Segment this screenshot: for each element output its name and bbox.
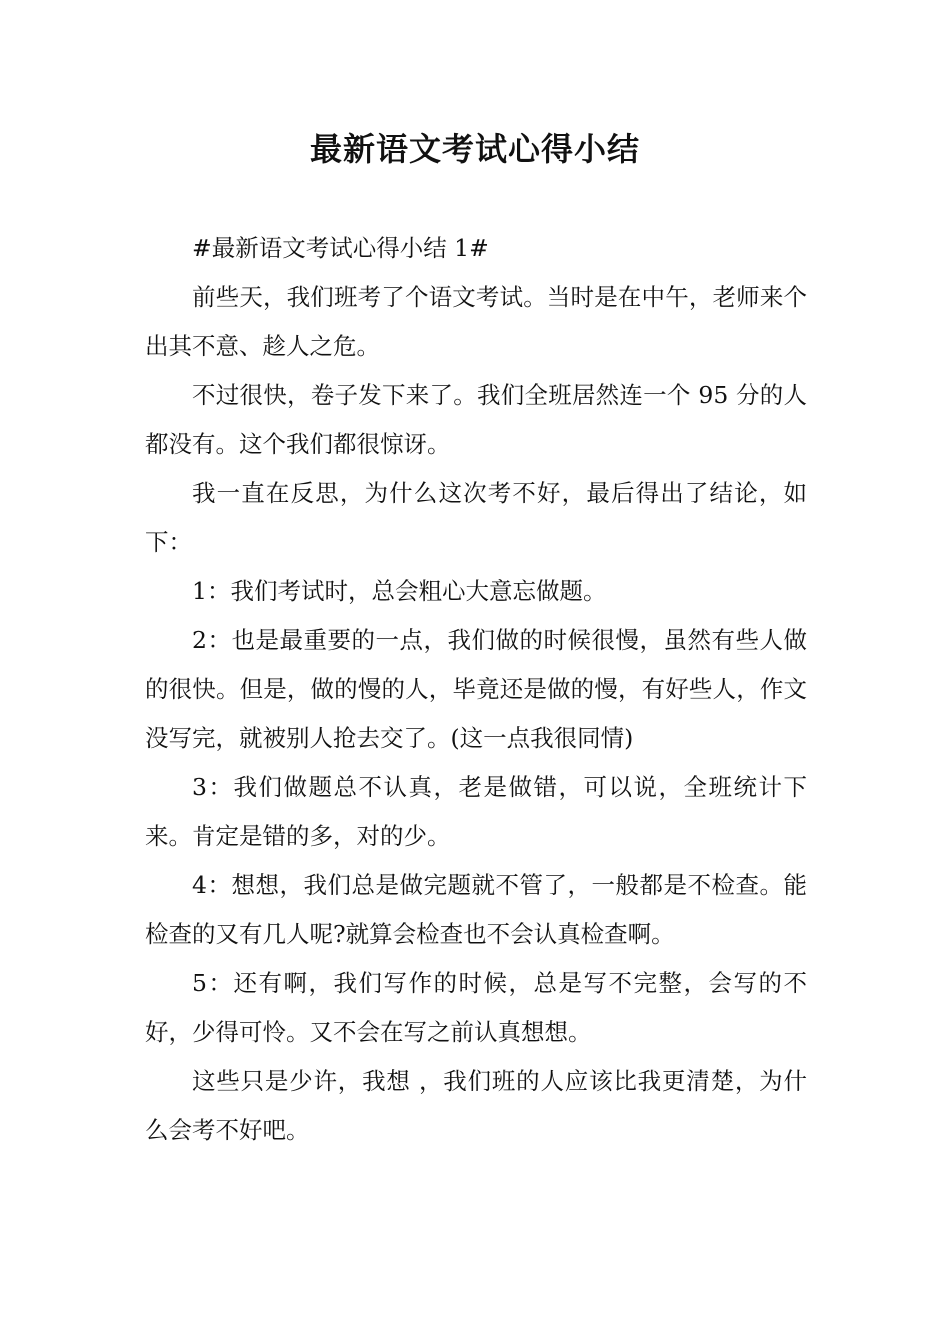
list-item: 4：想想，我们总是做完题就不管了，一般都是不检查。能检查的又有几人呢?就算会检查也不会认真检查啊。 <box>145 871 807 948</box>
document-title: 最新语文考试心得小结 <box>309 130 640 168</box>
paragraph-heading: #最新语文考试心得小结 1# <box>192 234 489 262</box>
list-item: 3：我们做题总不认真，老是做错，可以说，全班统计下来。肯定是错的多，对的少。 <box>145 773 807 850</box>
paragraph: 前些天，我们班考了个语文考试。当时是在中午，老师来个出其不意、趁人之危。 <box>145 283 807 360</box>
paragraph: 这些只是少许，我想 ，我们班的人应该比我更清楚，为什么会考不好吧。 <box>145 1067 807 1144</box>
list-item: 2：也是最重要的一点，我们做的时候很慢，虽然有些人做的很快。但是，做的慢的人，毕竟还是做的慢，有好些人，作文没写完，就被别人抢去交了。(这一点我很同情) <box>145 626 807 752</box>
list-item: 1：我们考试时，总会粗心大意忘做题。 <box>192 577 607 605</box>
list-item: 5：还有啊，我们写作的时候，总是写不完整，会写的不好，少得可怜。又不会在写之前认真想想。 <box>145 969 807 1046</box>
document-body <box>145 224 807 1155</box>
paragraph: 不过很快，卷子发下来了。我们全班居然连一个 95 分的人都没有。这个我们都很惊讶。 <box>145 381 807 458</box>
paragraph: 我一直在反思，为什么这次考不好，最后得出了结论，如下： <box>145 479 807 556</box>
